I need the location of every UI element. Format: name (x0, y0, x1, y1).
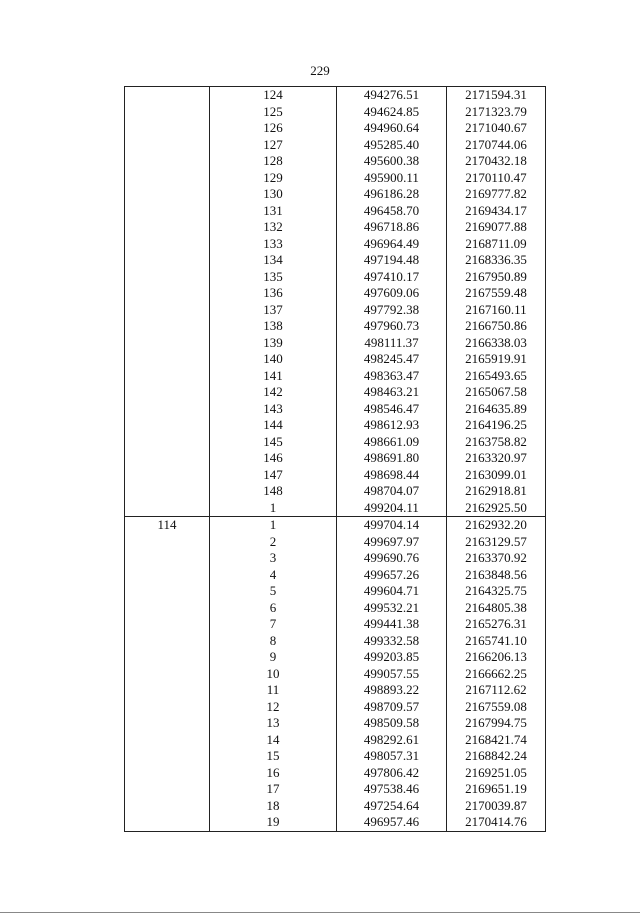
x-coordinate-cell: 496458.70 (337, 203, 447, 220)
x-coordinate-cell: 496957.46 (337, 814, 447, 831)
x-coordinate-cell: 497960.73 (337, 318, 447, 335)
x-coordinate-cell: 497254.64 (337, 798, 447, 815)
x-coordinate-cell: 499204.11 (337, 500, 447, 517)
x-coordinate-cell: 497609.06 (337, 285, 447, 302)
parcel-number-cell: 114 (125, 517, 210, 832)
point-number-cell: 140 (210, 351, 337, 368)
x-coordinate-cell: 498661.09 (337, 434, 447, 451)
point-number-cell: 132 (210, 219, 337, 236)
x-coordinate-cell: 499441.38 (337, 616, 447, 633)
y-coordinate-cell: 2165493.65 (447, 368, 546, 385)
point-number-cell: 147 (210, 467, 337, 484)
point-number-cell: 12 (210, 699, 337, 716)
x-coordinate-cell: 499657.26 (337, 567, 447, 584)
point-number-cell: 10 (210, 666, 337, 683)
x-coordinate-cell: 498709.57 (337, 699, 447, 716)
y-coordinate-cell: 2163758.82 (447, 434, 546, 451)
y-coordinate-cell: 2166750.86 (447, 318, 546, 335)
y-coordinate-cell: 2167994.75 (447, 715, 546, 732)
y-coordinate-cell: 2171594.31 (447, 87, 546, 104)
point-number-cell: 16 (210, 765, 337, 782)
y-coordinate-cell: 2162925.50 (447, 500, 546, 517)
x-coordinate-cell: 499332.58 (337, 633, 447, 650)
x-coordinate-cell: 497792.38 (337, 302, 447, 319)
y-coordinate-cell: 2165067.58 (447, 384, 546, 401)
point-number-cell: 9 (210, 649, 337, 666)
y-coordinate-cell: 2167950.89 (447, 269, 546, 286)
point-number-cell: 130 (210, 186, 337, 203)
x-coordinate-cell: 498509.58 (337, 715, 447, 732)
point-number-cell: 136 (210, 285, 337, 302)
x-coordinate-cell: 495900.11 (337, 170, 447, 187)
x-coordinate-cell: 496718.86 (337, 219, 447, 236)
y-coordinate-cell: 2168421.74 (447, 732, 546, 749)
y-coordinate-cell: 2170110.47 (447, 170, 546, 187)
y-coordinate-cell: 2164805.38 (447, 600, 546, 617)
x-coordinate-cell: 496186.28 (337, 186, 447, 203)
y-coordinate-cell: 2167559.48 (447, 285, 546, 302)
x-coordinate-cell: 496964.49 (337, 236, 447, 253)
point-number-cell: 7 (210, 616, 337, 633)
point-number-cell: 141 (210, 368, 337, 385)
y-coordinate-cell: 2162918.81 (447, 483, 546, 500)
point-number-cell: 13 (210, 715, 337, 732)
y-coordinate-cell: 2171040.67 (447, 120, 546, 137)
y-coordinate-cell: 2164635.89 (447, 401, 546, 418)
y-coordinate-cell: 2169077.88 (447, 219, 546, 236)
x-coordinate-cell: 499704.14 (337, 517, 447, 534)
point-number-cell: 15 (210, 748, 337, 765)
y-coordinate-cell: 2169434.17 (447, 203, 546, 220)
point-number-cell: 128 (210, 153, 337, 170)
page-bottom-rule (0, 912, 640, 913)
point-number-cell: 17 (210, 781, 337, 798)
y-coordinate-cell: 2170414.76 (447, 814, 546, 831)
point-number-cell: 137 (210, 302, 337, 319)
point-number-cell: 129 (210, 170, 337, 187)
y-coordinate-cell: 2170432.18 (447, 153, 546, 170)
x-coordinate-cell: 499203.85 (337, 649, 447, 666)
x-coordinate-cell: 498463.21 (337, 384, 447, 401)
point-number-cell: 143 (210, 401, 337, 418)
point-number-cell: 144 (210, 417, 337, 434)
y-coordinate-cell: 2168842.24 (447, 748, 546, 765)
x-coordinate-cell: 495600.38 (337, 153, 447, 170)
point-number-cell: 11 (210, 682, 337, 699)
point-number-cell: 126 (210, 120, 337, 137)
table-row (125, 517, 546, 534)
point-number-cell: 6 (210, 600, 337, 617)
point-number-cell: 8 (210, 633, 337, 650)
y-coordinate-cell: 2165276.31 (447, 616, 546, 633)
y-coordinate-cell: 2167559.08 (447, 699, 546, 716)
y-coordinate-cell: 2166662.25 (447, 666, 546, 683)
point-number-cell: 5 (210, 583, 337, 600)
x-coordinate-cell: 498546.47 (337, 401, 447, 418)
y-coordinate-cell: 2169251.05 (447, 765, 546, 782)
x-coordinate-cell: 494960.64 (337, 120, 447, 137)
x-coordinate-cell: 498704.07 (337, 483, 447, 500)
point-number-cell: 14 (210, 732, 337, 749)
x-coordinate-cell: 499604.71 (337, 583, 447, 600)
y-coordinate-cell: 2168336.35 (447, 252, 546, 269)
y-coordinate-cell: 2163320.97 (447, 450, 546, 467)
y-coordinate-cell: 2163848.56 (447, 567, 546, 584)
point-number-cell: 145 (210, 434, 337, 451)
y-coordinate-cell: 2163370.92 (447, 550, 546, 567)
y-coordinate-cell: 2163129.57 (447, 534, 546, 551)
y-coordinate-cell: 2170039.87 (447, 798, 546, 815)
x-coordinate-cell: 497806.42 (337, 765, 447, 782)
point-number-cell: 19 (210, 814, 337, 831)
y-coordinate-cell: 2171323.79 (447, 104, 546, 121)
point-number-cell: 148 (210, 483, 337, 500)
y-coordinate-cell: 2168711.09 (447, 236, 546, 253)
parcel-number-cell (125, 87, 210, 517)
x-coordinate-cell: 498057.31 (337, 748, 447, 765)
y-coordinate-cell: 2166206.13 (447, 649, 546, 666)
y-coordinate-cell: 2166338.03 (447, 335, 546, 352)
point-number-cell: 18 (210, 798, 337, 815)
point-number-cell: 124 (210, 87, 337, 104)
x-coordinate-cell: 498111.37 (337, 335, 447, 352)
x-coordinate-cell: 497538.46 (337, 781, 447, 798)
point-number-cell: 131 (210, 203, 337, 220)
x-coordinate-cell: 498893.22 (337, 682, 447, 699)
y-coordinate-cell: 2165919.91 (447, 351, 546, 368)
x-coordinate-cell: 498698.44 (337, 467, 447, 484)
point-number-cell: 139 (210, 335, 337, 352)
point-number-cell: 1 (210, 500, 337, 517)
y-coordinate-cell: 2167112.62 (447, 682, 546, 699)
x-coordinate-cell: 499057.55 (337, 666, 447, 683)
point-number-cell: 2 (210, 534, 337, 551)
y-coordinate-cell: 2164325.75 (447, 583, 546, 600)
point-number-cell: 134 (210, 252, 337, 269)
table-row (125, 87, 546, 104)
x-coordinate-cell: 497194.48 (337, 252, 447, 269)
x-coordinate-cell: 499697.97 (337, 534, 447, 551)
y-coordinate-cell: 2167160.11 (447, 302, 546, 319)
y-coordinate-cell: 2170744.06 (447, 137, 546, 154)
x-coordinate-cell: 497410.17 (337, 269, 447, 286)
y-coordinate-cell: 2162932.20 (447, 517, 546, 534)
x-coordinate-cell: 495285.40 (337, 137, 447, 154)
point-number-cell: 135 (210, 269, 337, 286)
coordinates-table-body (125, 87, 546, 832)
x-coordinate-cell: 499690.76 (337, 550, 447, 567)
y-coordinate-cell: 2163099.01 (447, 467, 546, 484)
point-number-cell: 138 (210, 318, 337, 335)
y-coordinate-cell: 2165741.10 (447, 633, 546, 650)
y-coordinate-cell: 2164196.25 (447, 417, 546, 434)
point-number-cell: 4 (210, 567, 337, 584)
coordinates-table (124, 86, 546, 832)
point-number-cell: 146 (210, 450, 337, 467)
x-coordinate-cell: 498691.80 (337, 450, 447, 467)
x-coordinate-cell: 499532.21 (337, 600, 447, 617)
point-number-cell: 3 (210, 550, 337, 567)
y-coordinate-cell: 2169777.82 (447, 186, 546, 203)
x-coordinate-cell: 494276.51 (337, 87, 447, 104)
point-number-cell: 1 (210, 517, 337, 534)
x-coordinate-cell: 498245.47 (337, 351, 447, 368)
y-coordinate-cell: 2169651.19 (447, 781, 546, 798)
x-coordinate-cell: 498612.93 (337, 417, 447, 434)
point-number-cell: 133 (210, 236, 337, 253)
x-coordinate-cell: 498292.61 (337, 732, 447, 749)
page-number: 229 (310, 63, 330, 78)
point-number-cell: 142 (210, 384, 337, 401)
x-coordinate-cell: 498363.47 (337, 368, 447, 385)
x-coordinate-cell: 494624.85 (337, 104, 447, 121)
point-number-cell: 125 (210, 104, 337, 121)
point-number-cell: 127 (210, 137, 337, 154)
